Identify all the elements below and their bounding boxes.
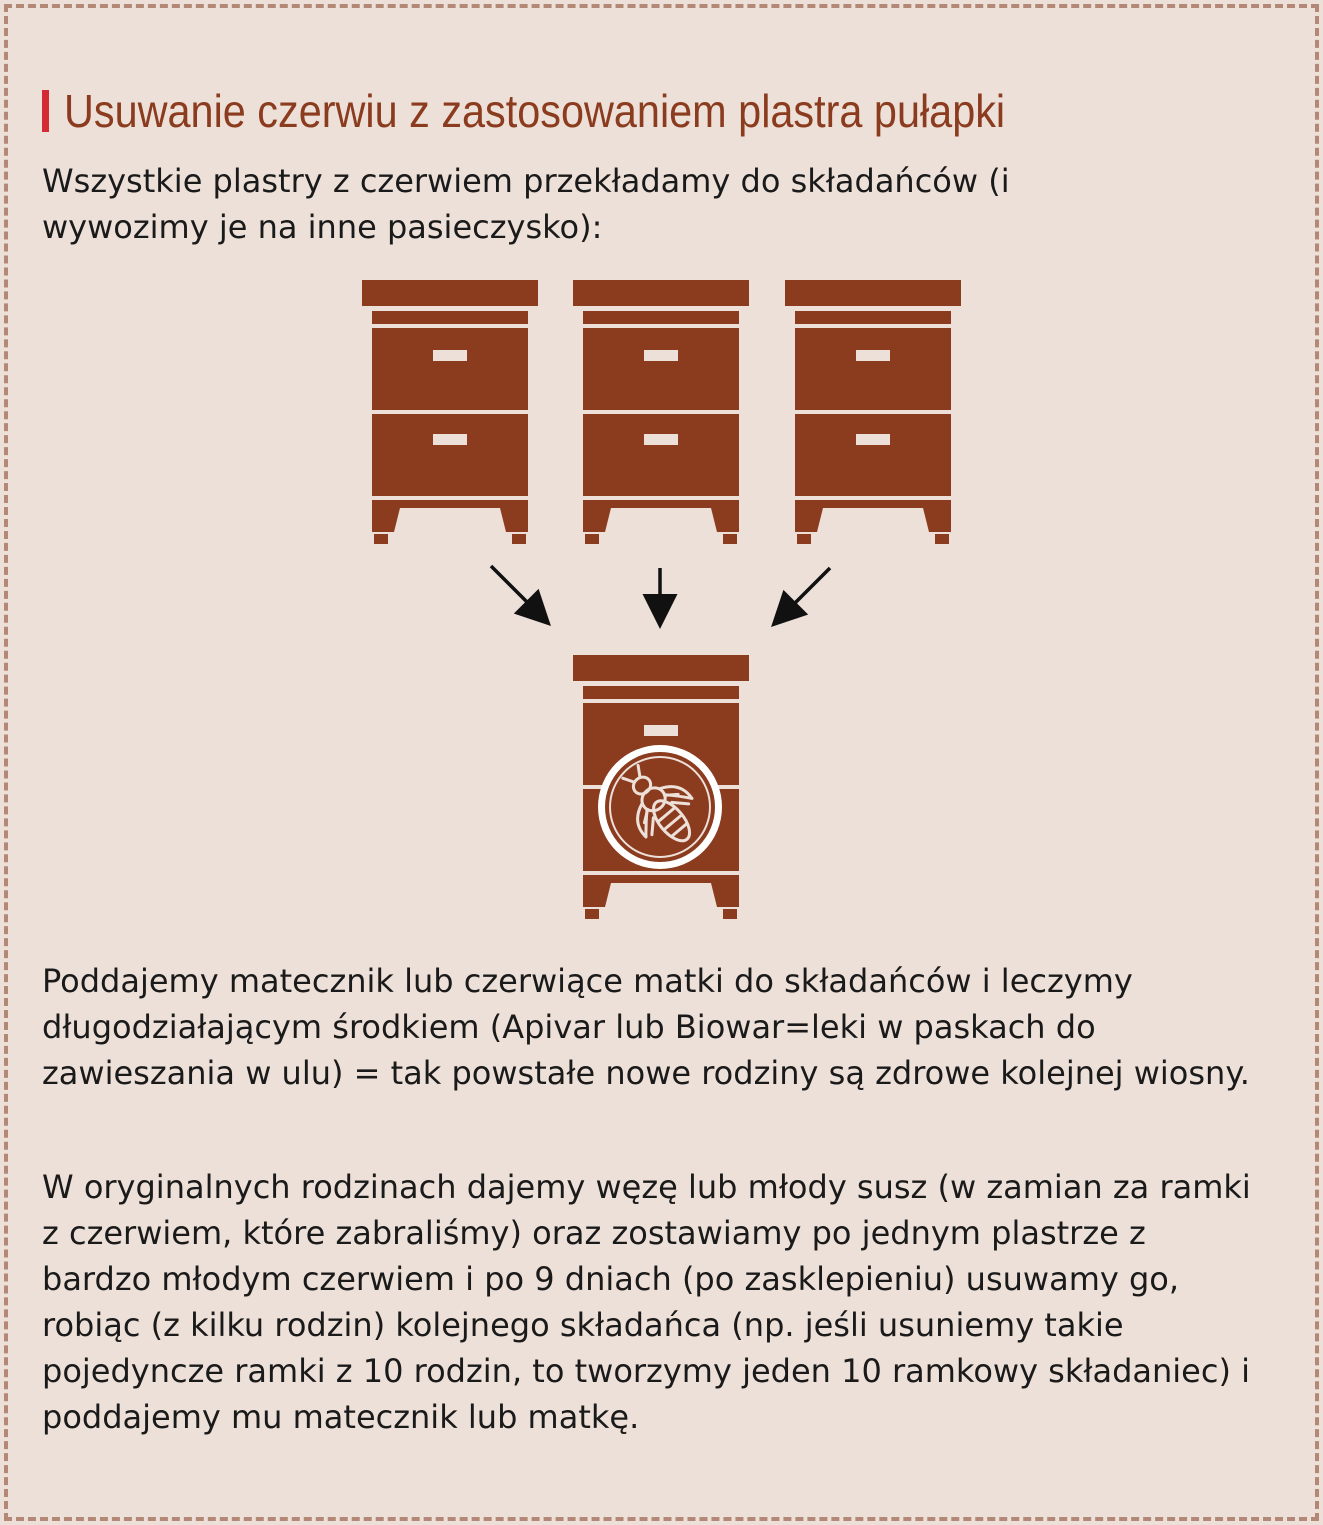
arrow-left xyxy=(491,566,546,621)
source-hive-3 xyxy=(785,280,961,544)
paragraph-treatment: Poddajemy matecznik lub czerwiące matki do składańców i leczymy długodziałającym środkiem (Apivar lub Biowar=leki w paskach do zawieszania w ulu) = tak powstałe nowe rodziny są zdrowe kolejnej wiosny. xyxy=(42,962,1250,1092)
paragraph-original-colonies: W oryginalnych rodzinach dajemy węzę lub młody susz (w zamian za ramki z czerwiem, które zabraliśmy) oraz zostawiamy po jednym plastrze z bardzo młodym czerwiem i po 9 dniach (po zasklepieniu) usuwamy go, robiąc (z kilku rodzin) kolejnego składańca (np. jeśli usuniemy takie pojedyncze ramki z 10 rodzin, to tworzymy jeden 10 ramkowy składaniec) i poddajemy mu matecznik lub matkę. xyxy=(42,1168,1251,1436)
arrow-right xyxy=(776,568,830,622)
intro-text: Wszystkie plastry z czerwiem przekładamy do składańców (i wywozimy je na inne pasieczysko): xyxy=(42,162,1010,246)
source-hive-1 xyxy=(362,280,538,544)
page-title: Usuwanie czerwiu z zastosowaniem plastra pułapki xyxy=(64,85,1006,137)
queen-bee-icon xyxy=(598,745,722,869)
source-hive-2 xyxy=(573,280,749,544)
